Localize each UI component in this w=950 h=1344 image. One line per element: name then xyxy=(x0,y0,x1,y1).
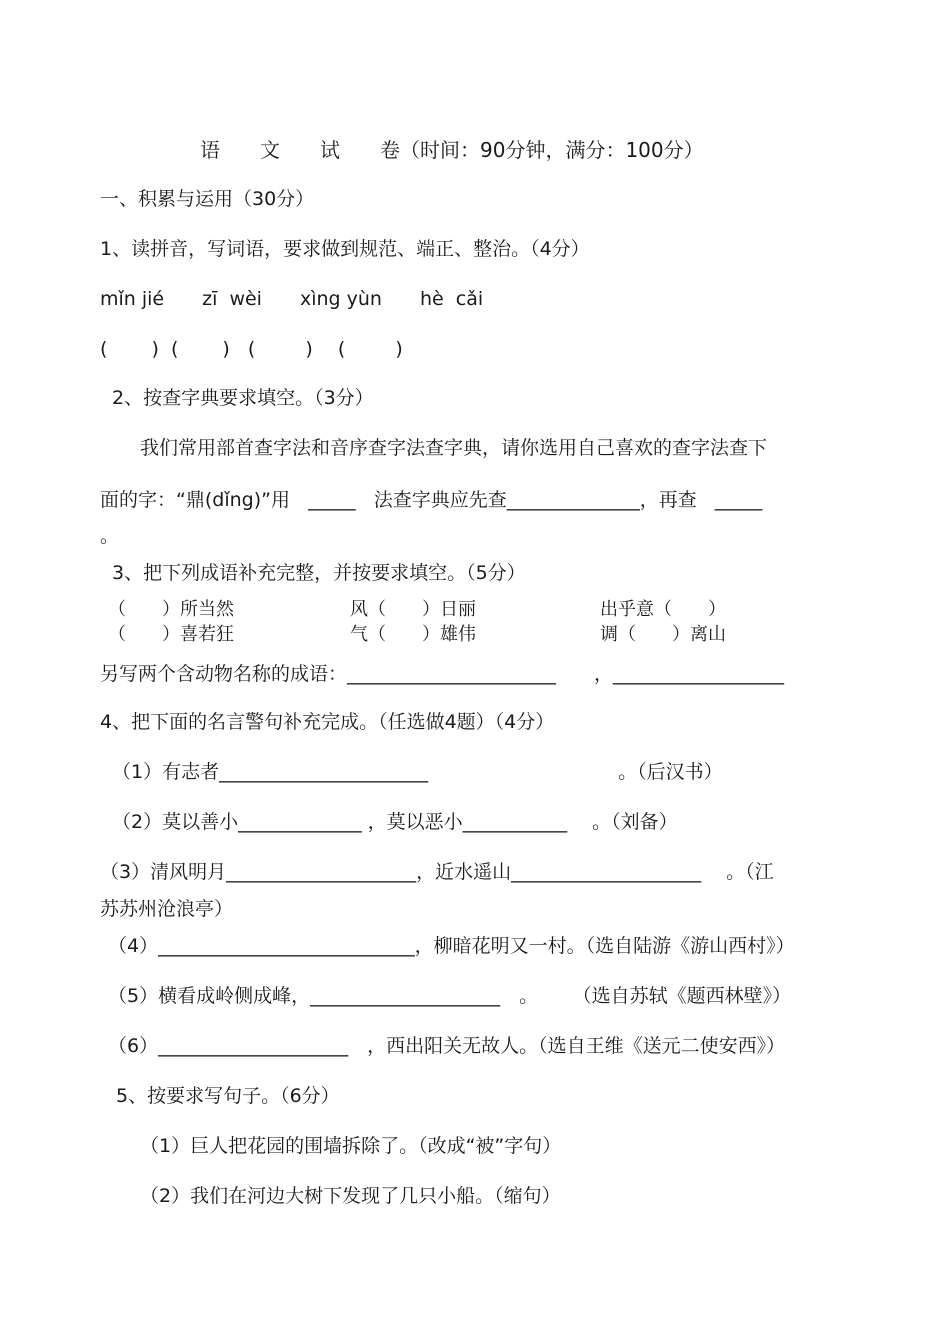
quote-item: （2）莫以善小_____________ ，莫以恶小___________ 。（刘备） xyxy=(112,811,678,833)
quote-item: （6）____________________ ，西出阳关无故人。（选自王维《送元二使安西》） xyxy=(108,1035,786,1057)
quote-item: （3）清风明月____________________，近水遥山____________________ 。（江 xyxy=(100,861,774,883)
idiom-item: （ ）所当然 xyxy=(108,599,234,620)
question-2-text: 。 xyxy=(100,525,120,547)
section-heading: 一、积累与运用（30分） xyxy=(100,188,315,210)
question-5-prompt: 5、按要求写句子。（6分） xyxy=(116,1085,340,1107)
sentence-item: （2）我们在河边大树下发现了几只小船。（缩句） xyxy=(140,1185,561,1207)
idiom-item: （ ）喜若狂 xyxy=(108,624,234,645)
quote-item: 苏苏州沧浪亭） xyxy=(100,898,234,920)
sentence-item: （1）巨人把花园的围墙拆除了。（改成“被”字句） xyxy=(140,1135,562,1157)
idiom-item: 气（ ）雄伟 xyxy=(350,624,476,645)
question-4-prompt: 4、把下面的名言警句补充完成。（任选做4题）（4分） xyxy=(100,711,555,733)
question-2-text: 我们常用部首查字法和音序查字法查字典，请你选用自己喜欢的查字法查下 xyxy=(140,437,768,459)
idiom-item: 调（ ）离山 xyxy=(600,624,726,645)
idiom-item: 出乎意（ ） xyxy=(600,599,726,620)
question-2-prompt: 2、按查字典要求填空。（3分） xyxy=(112,387,374,409)
quote-item: （5）横看成岭侧成峰，____________________ 。 （选自苏轼《题西林壁》） xyxy=(108,985,792,1007)
question-2-text: 面的字：“鼎(dǐng)”用 _____ 法查字典应先查______________，再查 _____ xyxy=(100,489,763,511)
quote-item: （1）有志者______________________ 。（后汉书） xyxy=(112,761,723,783)
question-3-prompt: 3、把下列成语补充完整，并按要求填空。（5分） xyxy=(112,562,526,584)
question-3-text: 另写两个含动物名称的成语：______________________ ，__________________ xyxy=(100,663,785,685)
answer-blanks: ( ) ( ) ( ) ( ) xyxy=(100,338,403,360)
question-1-prompt: 1、读拼音，写词语，要求做到规范、端正、整治。（4分） xyxy=(100,238,590,260)
pinyin-line: mǐn jié zī wèi xìng yùn hè cǎi xyxy=(100,288,484,310)
quote-item: （4）___________________________，柳暗花明又一村。（选自陆游《游山西村》） xyxy=(108,935,795,957)
exam-title: 语 文 试 卷（时间：90分钟，满分：100分） xyxy=(200,138,704,162)
idiom-item: 风（ ）日丽 xyxy=(350,599,476,620)
